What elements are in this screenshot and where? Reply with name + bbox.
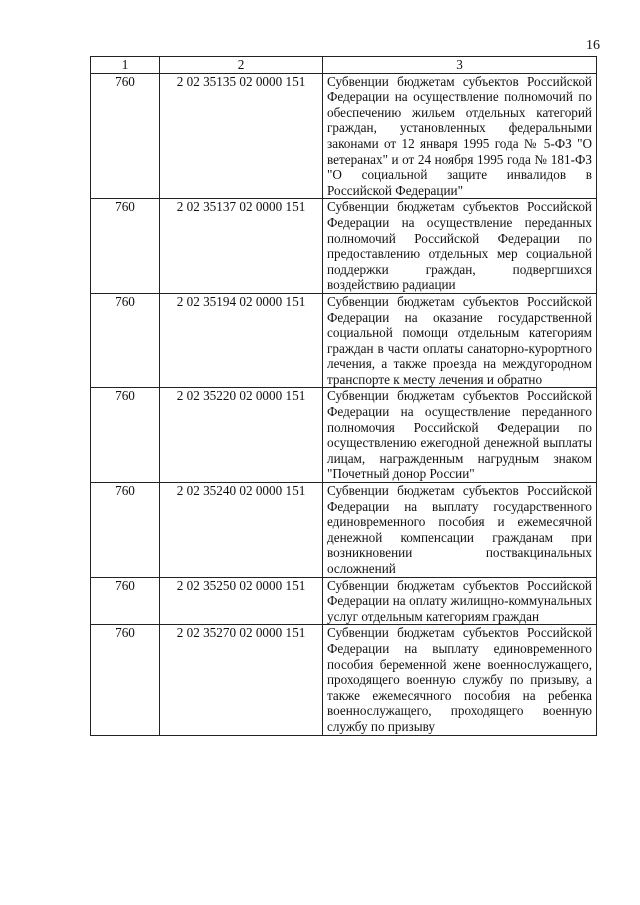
table-row (91, 483, 597, 578)
administrator-code: 760 (91, 199, 160, 294)
revenue-code: 2 02 35240 02 0000 151 (160, 483, 323, 578)
revenue-description: Субвенции бюджетам субъектов Российской Федерации на выплату единовременного пособия беременной жене военнослужащего, проходящего военную службу по призыву, а также ежемесячного пособия на ребенка военнослужащего, проходящего военную службу по призыву (323, 625, 597, 735)
revenue-description: Субвенции бюджетам субъектов Российской Федерации на осуществление полномочий по обеспечению жильем отдельных категорий граждан, установленных федеральными законами от 12 января 1995 года № 5-ФЗ "О ветеранах" и от 24 ноября 1995 года № 181-ФЗ "О социальной защите инвалидов в Российской Федерации" (323, 73, 597, 199)
administrator-code: 760 (91, 625, 160, 735)
revenue-code: 2 02 35250 02 0000 151 (160, 577, 323, 625)
administrator-code: 760 (91, 388, 160, 483)
column-header-1: 1 (91, 57, 160, 74)
column-header-2: 2 (160, 57, 323, 74)
administrator-code: 760 (91, 483, 160, 578)
revenue-description: Субвенции бюджетам субъектов Российской Федерации на оплату жилищно-коммунальных услуг отдельным категориям граждан (323, 577, 597, 625)
revenue-description: Субвенции бюджетам субъектов Российской Федерации на оказание государственной социальной помощи отдельным категориям граждан в части оплаты санаторно-курортного лечения, а также проезда на междугородном транспорте к месту лечения и обратно (323, 293, 597, 388)
revenue-description: Субвенции бюджетам субъектов Российской Федерации на осуществление переданных полномочий Российской Федерации по предоставлению отдельных мер социальной поддержки граждан, подвергшихся воздействию радиации (323, 199, 597, 294)
revenue-code: 2 02 35220 02 0000 151 (160, 388, 323, 483)
revenue-codes-table (90, 56, 597, 736)
table-row (91, 625, 597, 735)
page-number: 16 (586, 38, 600, 53)
table-header-row (91, 57, 597, 74)
administrator-code: 760 (91, 73, 160, 199)
administrator-code: 760 (91, 293, 160, 388)
revenue-code: 2 02 35194 02 0000 151 (160, 293, 323, 388)
table-row (91, 73, 597, 199)
revenue-code: 2 02 35135 02 0000 151 (160, 73, 323, 199)
table-row (91, 577, 597, 625)
table-row (91, 293, 597, 388)
revenue-description: Субвенции бюджетам субъектов Российской Федерации на выплату государственного единовременного пособия и ежемесячной денежной компенсации гражданам при возникновении поствакцинальных осложнений (323, 483, 597, 578)
revenue-description: Субвенции бюджетам субъектов Российской Федерации на осуществление переданного полномочия Российской Федерации по осуществлению ежегодной денежной выплаты лицам, награжденным нагрудным знаком "Почетный донор России" (323, 388, 597, 483)
column-header-3: 3 (323, 57, 597, 74)
table-row (91, 199, 597, 294)
table-row (91, 388, 597, 483)
revenue-code: 2 02 35270 02 0000 151 (160, 625, 323, 735)
administrator-code: 760 (91, 577, 160, 625)
revenue-code: 2 02 35137 02 0000 151 (160, 199, 323, 294)
